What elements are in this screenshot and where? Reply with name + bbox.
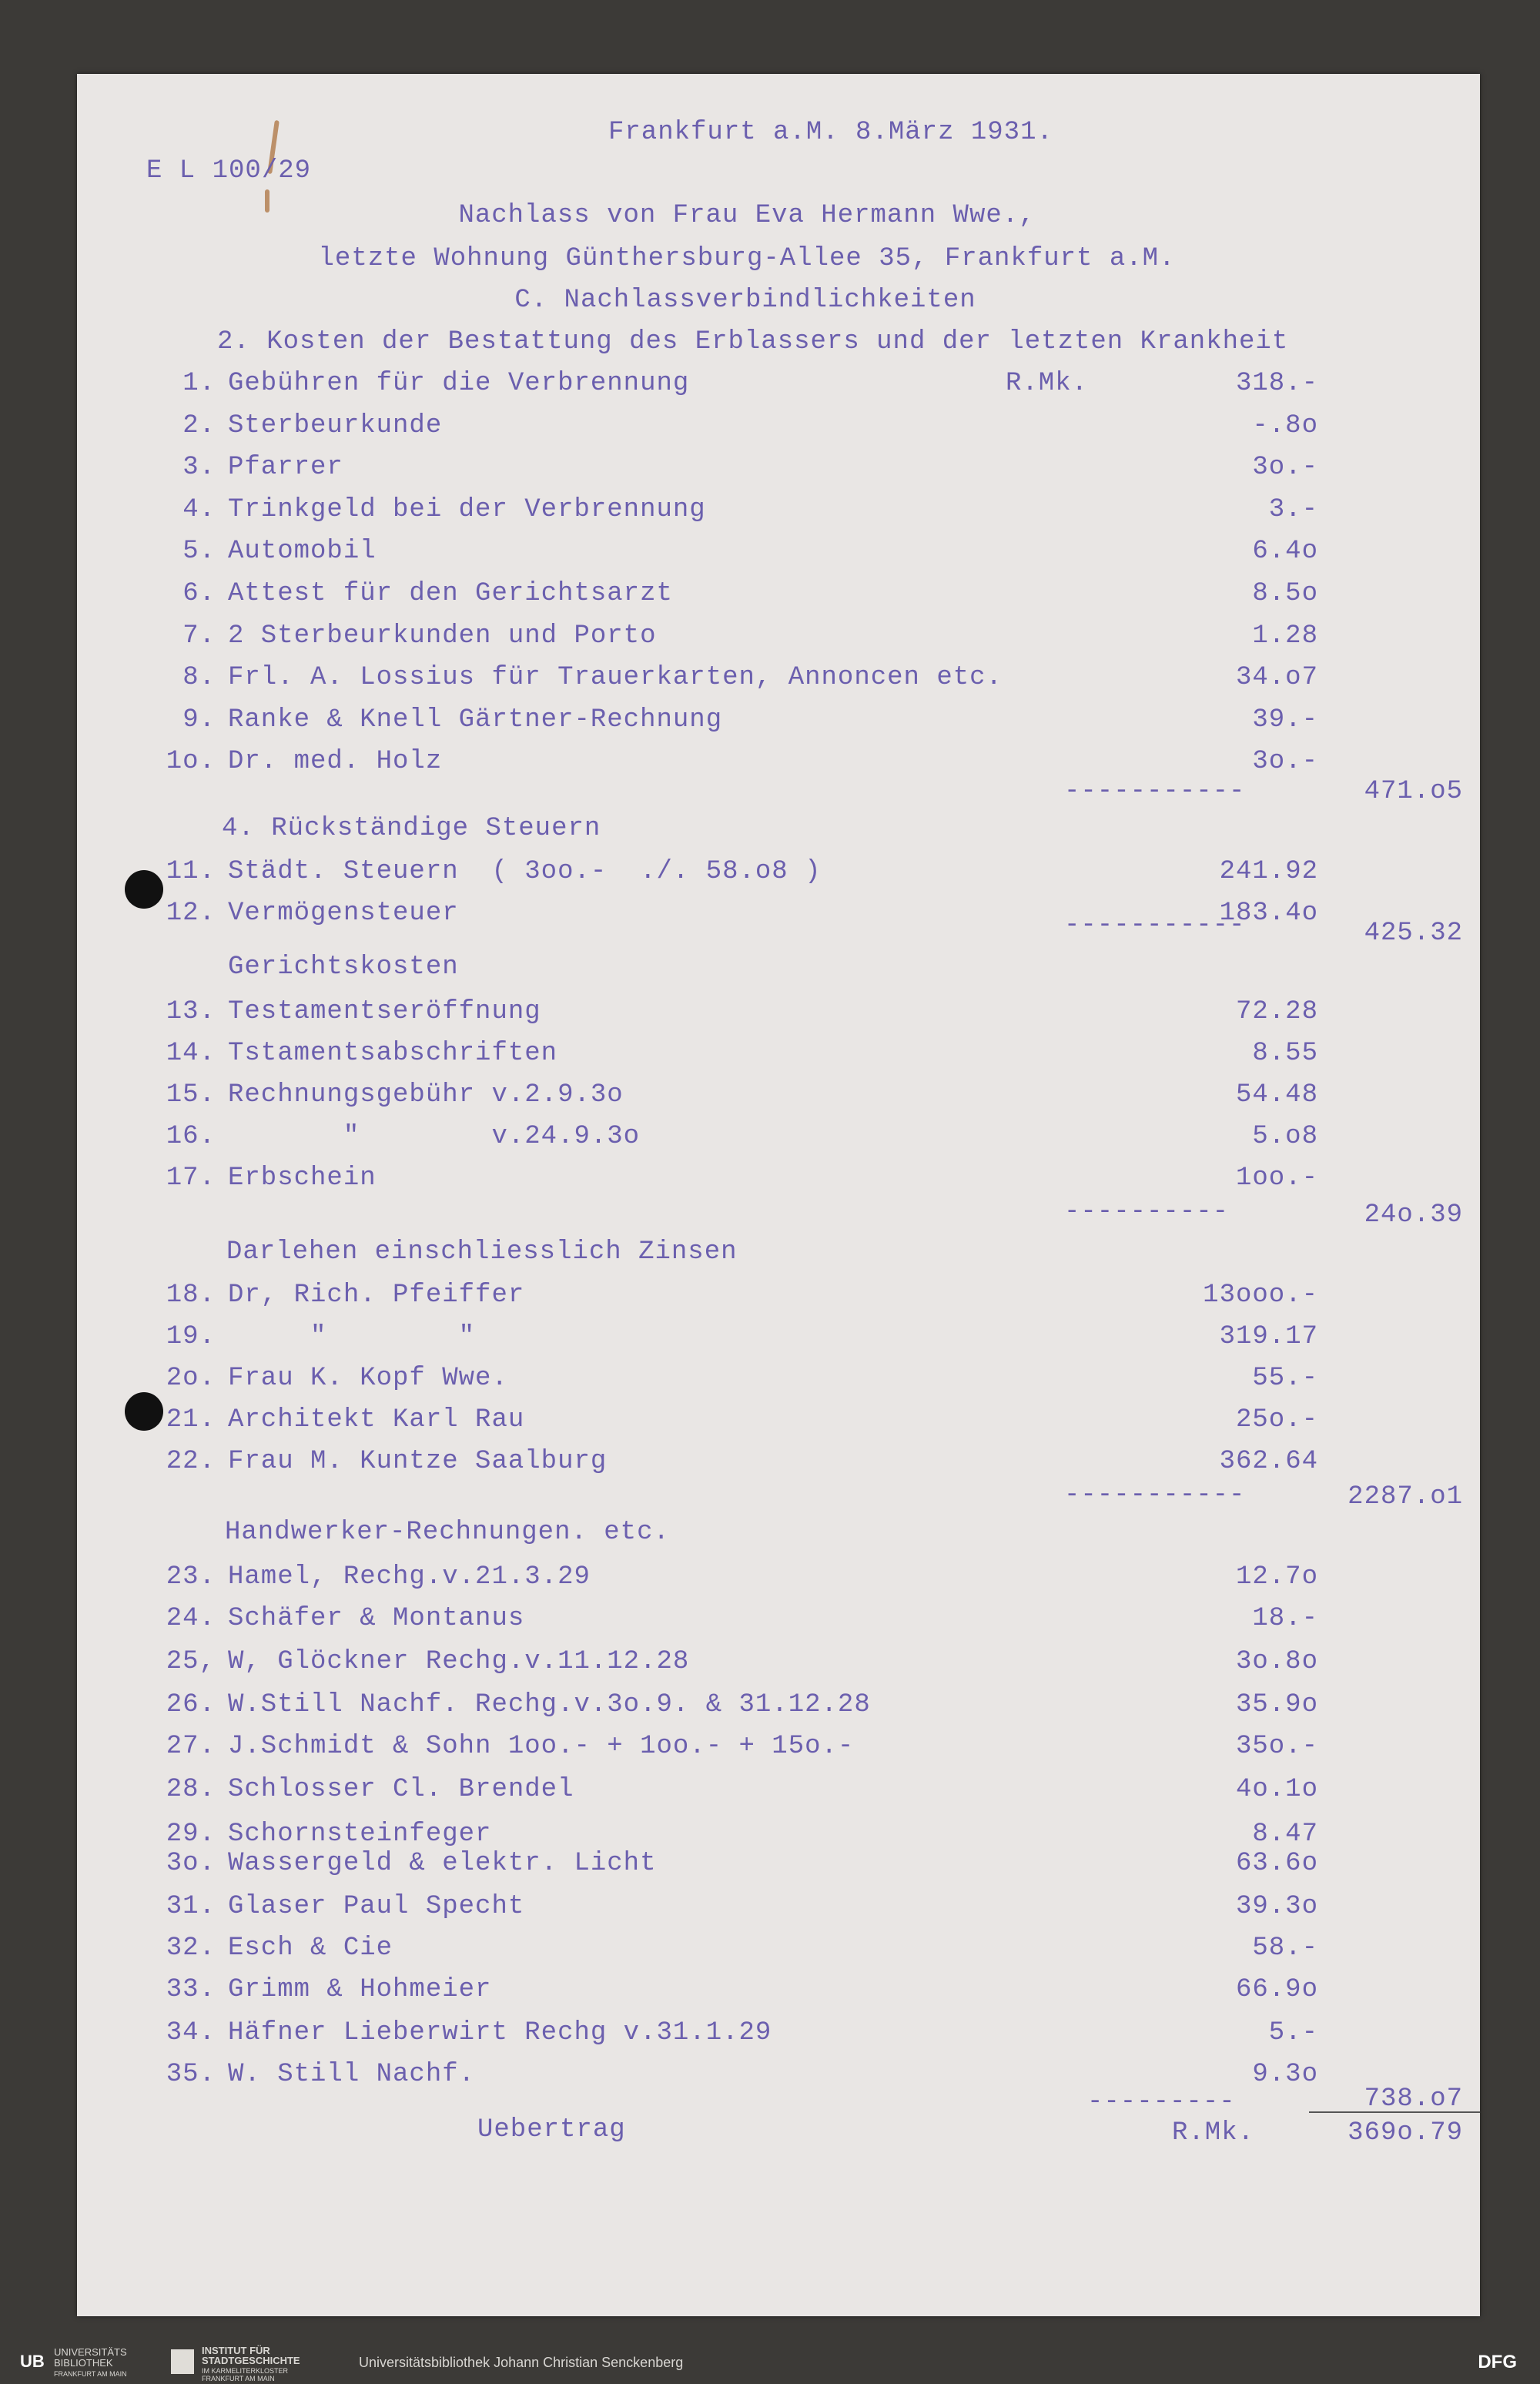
isg-line-2: STADTGESCHICHTE [202, 2355, 300, 2366]
item-description: Glaser Paul Specht [228, 1892, 525, 1921]
item-description: Erbschein [228, 1164, 377, 1193]
item-number: 18. [166, 1281, 216, 1310]
item-number: 32. [166, 1934, 216, 1963]
item-number: 6. [182, 579, 216, 608]
item-amount: 18.- [1252, 1604, 1318, 1633]
item-number: 28. [166, 1775, 216, 1804]
item-description: Rechnungsgebühr v.2.9.3o [228, 1080, 624, 1110]
item-amount: 9.3o [1252, 2060, 1318, 2089]
item-number: 15. [166, 1080, 216, 1110]
section3-dashes: ---------- [1064, 1197, 1230, 1227]
item-description: W.Still Nachf. Rechg.v.3o.9. & 31.12.28 [228, 1690, 871, 1719]
item-amount: 8.55 [1252, 1039, 1318, 1068]
title-line-4: 2. Kosten der Bestattung des Erblassers und der letzten Krankheit [217, 327, 1289, 357]
section5-dashes: --------- [1087, 2088, 1236, 2117]
item-amount: 8.5o [1252, 579, 1318, 608]
item-description: Frau M. Kuntze Saalburg [228, 1447, 608, 1476]
item-number: 2o. [166, 1364, 216, 1393]
item-amount: 5.o8 [1252, 1122, 1318, 1151]
item-number: 5. [182, 537, 216, 566]
item-amount: 1oo.- [1235, 1164, 1318, 1193]
item-amount: 13ooo.- [1203, 1281, 1318, 1310]
item-number: 1. [182, 369, 216, 398]
item-description: " v.24.9.3o [228, 1122, 641, 1151]
item-number: 3. [182, 453, 216, 482]
section4-heading: Darlehen einschliesslich Zinsen [226, 1237, 738, 1267]
item-number: 35. [166, 2060, 216, 2089]
reference-number: E L 100/29 [146, 156, 312, 186]
isg-line-4: FRANKFURT AM MAIN [202, 2375, 275, 2382]
underline [1309, 2111, 1480, 2113]
item-number: 29. [166, 1820, 216, 1849]
item-number: 3o. [166, 1849, 216, 1878]
item-description: Esch & Cie [228, 1934, 393, 1963]
library-credit: Universitätsbibliothek Johann Christian Senckenberg [359, 2355, 684, 2370]
item-number: 9. [182, 705, 216, 735]
date-line: Frankfurt a.M. 8.März 1931. [608, 118, 1053, 147]
seal-icon [171, 2349, 194, 2374]
item-amount: 55.- [1252, 1364, 1318, 1393]
item-description: Städt. Steuern ( 3oo.- ./. 58.o8 ) [228, 857, 822, 886]
item-amount: 54.48 [1235, 1080, 1318, 1110]
item-description: Trinkgeld bei der Verbrennung [228, 495, 706, 524]
item-number: 14. [166, 1039, 216, 1068]
item-number: 26. [166, 1690, 216, 1719]
item-description: Pfarrer [228, 453, 343, 482]
dfg-logo: DFG [1478, 2352, 1517, 2372]
item-description: Häfner Lieberwirt Rechg v.31.1.29 [228, 2018, 772, 2047]
item-amount: 318.- [1235, 369, 1318, 398]
item-amount: 362.64 [1219, 1447, 1318, 1476]
item-description: Ranke & Knell Gärtner-Rechnung [228, 705, 723, 735]
item-amount: 66.9o [1235, 1975, 1318, 2004]
carry-amount: 369o.79 [1348, 2118, 1463, 2148]
item-amount: 39.3o [1235, 1892, 1318, 1921]
item-description: Frl. A. Lossius für Trauerkarten, Annoncen etc. [228, 663, 1003, 692]
item-number: 27. [166, 1732, 216, 1761]
ub-line-3: FRANKFURT AM MAIN [54, 2370, 127, 2378]
item-amount: 12.7o [1235, 1562, 1318, 1592]
item-description: Frau K. Kopf Wwe. [228, 1364, 508, 1393]
item-number: 12. [166, 899, 216, 928]
section4-dashes: ----------- [1064, 1481, 1246, 1510]
item-description: Wassergeld & elektr. Licht [228, 1849, 657, 1878]
section2-total: 425.32 [1364, 919, 1463, 948]
section1-total: 471.o5 [1364, 777, 1463, 806]
section4-total: 2287.o1 [1348, 1482, 1463, 1512]
item-number: 24. [166, 1604, 216, 1633]
item-amount: 35.9o [1235, 1690, 1318, 1719]
footer-bar [0, 2341, 1540, 2383]
item-description: Attest für den Gerichtsarzt [228, 579, 673, 608]
stain-mark [265, 189, 270, 213]
section3-heading: Gerichtskosten [228, 953, 459, 982]
item-number: 16. [166, 1122, 216, 1151]
currency-label: R.Mk. [1006, 369, 1089, 398]
carry-currency: R.Mk. [1172, 2118, 1255, 2148]
item-amount: 1.28 [1252, 621, 1318, 651]
item-description: W. Still Nachf. [228, 2060, 476, 2089]
title-line-3: C. Nachlassverbindlichkeiten [514, 286, 976, 315]
item-description: Hamel, Rechg.v.21.3.29 [228, 1562, 591, 1592]
item-number: 7. [182, 621, 216, 651]
item-description: 2 Sterbeurkunden und Porto [228, 621, 657, 651]
item-description: Dr. med. Holz [228, 747, 443, 776]
item-number: 34. [166, 2018, 216, 2047]
isg-line-1: INSTITUT FÜR [202, 2345, 270, 2356]
item-description: Sterbeurkunde [228, 411, 443, 440]
item-description: Gebühren für die Verbrennung [228, 369, 690, 398]
item-amount: 3.- [1268, 495, 1318, 524]
item-number: 25, [166, 1647, 216, 1676]
title-line-1: Nachlass von Frau Eva Hermann Wwe., [458, 201, 1036, 230]
item-amount: 6.4o [1252, 537, 1318, 566]
item-number: 21. [166, 1405, 216, 1435]
item-amount: 241.92 [1219, 857, 1318, 886]
item-description: Schäfer & Montanus [228, 1604, 525, 1633]
item-description: Vermögensteuer [228, 899, 459, 928]
item-description: Schornsteinfeger [228, 1820, 492, 1849]
section2-heading: 4. Rückständige Steuern [222, 814, 601, 843]
item-amount: 3o.8o [1235, 1647, 1318, 1676]
carry-label: Uebertrag [477, 2115, 626, 2145]
section5-total: 738.o7 [1364, 2084, 1463, 2114]
item-description: Architekt Karl Rau [228, 1405, 525, 1435]
ub-logo: UB [20, 2352, 45, 2371]
item-description: J.Schmidt & Sohn 1oo.- + 1oo.- + 15o.- [228, 1732, 855, 1761]
ub-line-2: BIBLIOTHEK [54, 2357, 113, 2369]
item-description: Grimm & Hohmeier [228, 1975, 492, 2004]
item-number: 4. [182, 495, 216, 524]
item-amount: 319.17 [1219, 1322, 1318, 1351]
ub-line-1: UNIVERSITÄTS [54, 2346, 127, 2358]
item-amount: 25o.- [1235, 1405, 1318, 1435]
item-amount: 3o.- [1252, 747, 1318, 776]
item-number: 19. [166, 1322, 216, 1351]
section3-total: 24o.39 [1364, 1200, 1463, 1230]
item-description: Testamentseröffnung [228, 997, 541, 1026]
item-number: 17. [166, 1164, 216, 1193]
item-description: Automobil [228, 537, 377, 566]
item-amount: 3o.- [1252, 453, 1318, 482]
item-description: Dr, Rich. Pfeiffer [228, 1281, 525, 1310]
item-amount: 58.- [1252, 1934, 1318, 1963]
item-number: 11. [166, 857, 216, 886]
item-amount: 8.47 [1252, 1820, 1318, 1849]
item-number: 13. [166, 997, 216, 1026]
section1-dashes: ----------- [1064, 777, 1246, 806]
item-amount: 34.o7 [1235, 663, 1318, 692]
item-description: " " [228, 1322, 476, 1351]
document-page [77, 74, 1480, 2316]
item-number: 1o. [166, 747, 216, 776]
item-amount: 35o.- [1235, 1732, 1318, 1761]
item-number: 2. [182, 411, 216, 440]
item-number: 23. [166, 1562, 216, 1592]
item-amount: 39.- [1252, 705, 1318, 735]
item-amount: 72.28 [1235, 997, 1318, 1026]
item-number: 22. [166, 1447, 216, 1476]
item-number: 33. [166, 1975, 216, 2004]
item-amount: 5.- [1268, 2018, 1318, 2047]
item-description: Schlosser Cl. Brendel [228, 1775, 574, 1804]
item-number: 8. [182, 663, 216, 692]
item-amount: 4o.1o [1235, 1775, 1318, 1804]
item-description: W, Glöckner Rechg.v.11.12.28 [228, 1647, 690, 1676]
item-description: Tstamentsabschriften [228, 1039, 558, 1068]
item-amount: 63.6o [1235, 1849, 1318, 1878]
section5-heading: Handwerker-Rechnungen. etc. [225, 1518, 670, 1547]
item-amount: 183.4o [1219, 899, 1318, 928]
item-number: 31. [166, 1892, 216, 1921]
section2-dashes: ----------- [1064, 911, 1246, 940]
item-amount: -.8o [1252, 411, 1318, 440]
title-line-2: letzte Wohnung Günthersburg-Allee 35, Frankfurt a.M. [318, 244, 1176, 273]
isg-line-3: IM KARMELITERKLOSTER [202, 2367, 289, 2375]
